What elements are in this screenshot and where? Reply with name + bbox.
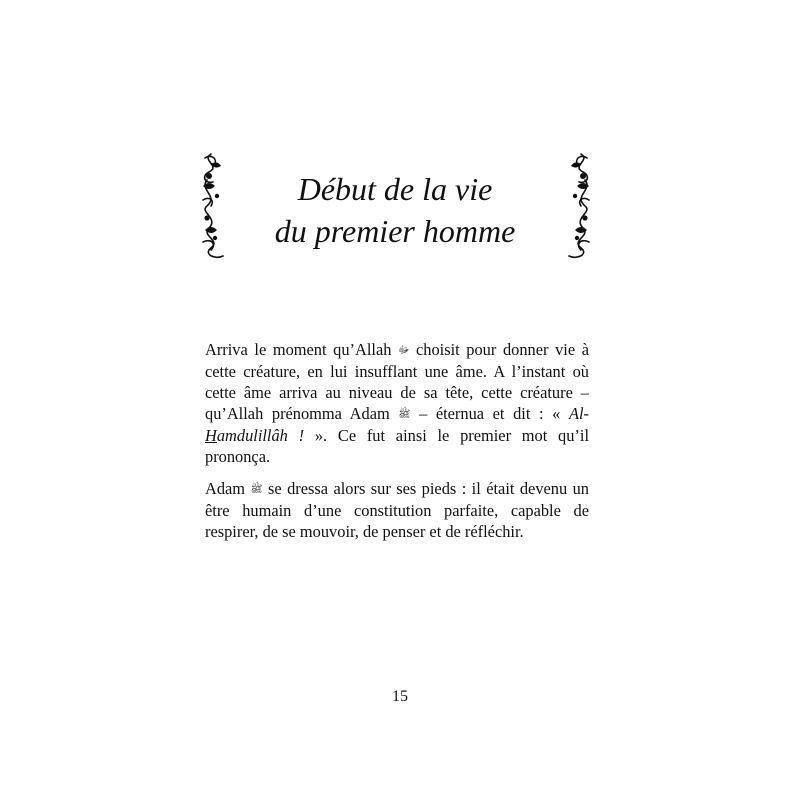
- chapter-title-line-2: du premier homme: [274, 213, 516, 249]
- transliteration-part-a: Al-: [568, 404, 589, 423]
- paragraph-2-part-1: Adam: [205, 479, 251, 498]
- honorific-glyph: ﷻ: [398, 345, 410, 356]
- honorific-glyph: ﷺ: [250, 484, 263, 495]
- paragraph-1-part-2: choisit pour donner vie à cette créature, en lui insufflant une âme. A l’instant où cette âme arriva au niveau de sa tête, cette créature – qu’Allah prénomma Adam: [205, 340, 589, 423]
- paragraph-2-part-2: se dressa alors sur ses pieds : il était devenu un être humain d’une constitution parfaite, capable de respirer, de se mouvoir, de penser et de réfléchir.: [205, 479, 589, 541]
- paragraph-1-part-1: Arriva le moment qu’Allah: [205, 340, 399, 359]
- paragraph-1-part-3: – éternua et dit : «: [410, 404, 569, 423]
- right-ornament-icon: [561, 150, 595, 262]
- body-text: [205, 339, 589, 553]
- paragraph-2: [205, 478, 589, 542]
- chapter-title: [230, 168, 560, 252]
- chapter-title-line-1: Début de la vie: [297, 171, 493, 207]
- left-ornament-icon: [197, 150, 231, 262]
- paragraph-1: [205, 339, 589, 467]
- page-number: 15: [392, 688, 408, 705]
- honorific-glyph: ﷺ: [398, 409, 411, 420]
- transliteration-part-b: amdulillâh !: [216, 426, 305, 445]
- transliteration-underlined-letter: H: [205, 426, 217, 445]
- paragraph-1-part-4: ». Ce fut ainsi le premier mot qu’il prononça.: [205, 426, 589, 466]
